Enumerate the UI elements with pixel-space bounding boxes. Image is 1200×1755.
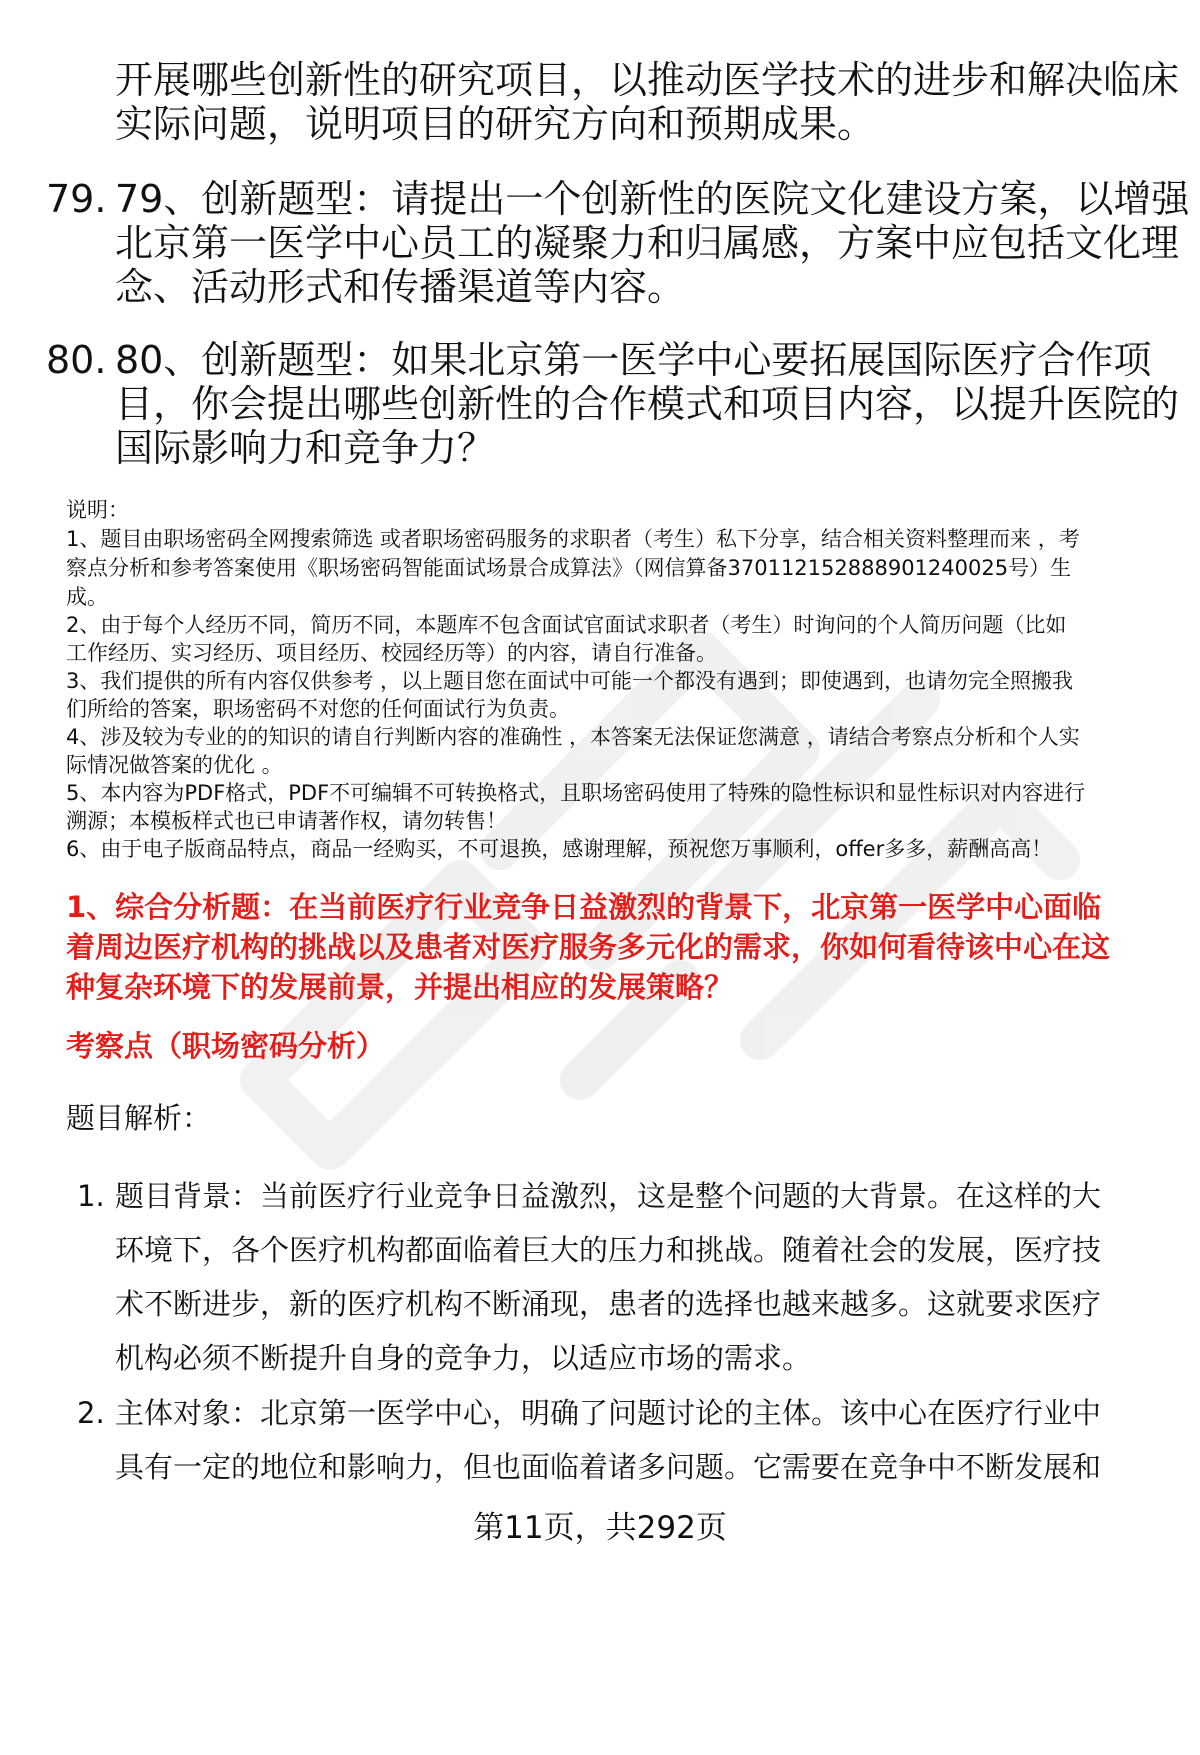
item79-line-1: 79、创新题型：请提出一个创新性的医院文化建设方案，以增强 [115,177,1190,221]
notes-line: 4、涉及较为专业的的知识的请自行判断内容的准确性 ，本答案无法保证您满意 ，请结合考察点分析和个人实 [66,725,1080,749]
notes-line: 2、由于每个人经历不同，简历不同，本题库不包含面试官面试求职者（考生）时询问的个人简历问题（比如 [66,613,1067,637]
notes-title: 说明： [66,498,129,522]
exam-point-heading: 考察点（职场密码分析） [66,1029,386,1063]
notes-line: 1、题目由职场密码全网搜索筛选 或者职场密码服务的求职者（考生）私下分享，结合相关资料整理而来 ，考 [66,527,1080,551]
analysis-point-line: 术不断进步，新的医疗机构不断涌现，患者的选择也越来越多。这就要求医疗 [115,1287,1102,1321]
item80-line-1: 80、创新题型：如果北京第一医学中心要拓展国际医疗合作项 [115,338,1152,382]
page-number: 第11页，共292页 [473,1510,727,1546]
item79-line-3: 念、活动形式和传播渠道等内容。 [115,265,686,309]
item78-line-1: 开展哪些创新性的研究项目，以推动医学技术的进步和解决临床 [115,58,1180,102]
notes-line: 5、本内容为PDF格式，PDF不可编辑不可转换格式，且职场密码使用了特殊的隐性标识和显性标识对内容进行 [66,781,1086,805]
question-line-1: 1、综合分析题：在当前医疗行业竞争日益激烈的背景下，北京第一医学中心面临 [66,890,1102,924]
item80-line-3: 国际影响力和竞争力？ [115,426,496,470]
notes-line: 们所给的答案，职场密码不对您的任何面试行为负责。 [66,697,570,721]
item80-number: 80. [46,338,107,382]
analysis-point-number: 2. [77,1396,105,1430]
analysis-point-number: 1. [77,1179,105,1213]
notes-line: 察点分析和参考答案使用《职场密码智能面试场景合成算法》（网信算备370112152888901240025号）生 [66,556,1072,580]
item79-line-2: 北京第一医学中心员工的凝聚力和归属感，方案中应包括文化理 [115,221,1180,265]
analysis-point-line: 主体对象：北京第一医学中心，明确了问题讨论的主体。该中心在医疗行业中 [115,1396,1102,1430]
analysis-point-line: 机构必须不断提升自身的竞争力，以适应市场的需求。 [115,1341,812,1375]
notes-line: 成。 [66,585,108,609]
item79-number: 79. [46,177,107,221]
analysis-title: 题目解析： [66,1101,212,1135]
item80-line-2: 目，你会提出哪些创新性的合作模式和项目内容，以提升医院的 [115,382,1180,426]
notes-line: 3、我们提供的所有内容仅供参考 ，以上题目您在面试中可能一个都没有遇到；即使遇到，也请勿完全照搬我 [66,669,1074,693]
notes-line: 际情况做答案的优化 。 [66,753,283,777]
notes-line: 工作经历、实习经历、项目经历、校园经历等）的内容，请自行准备。 [66,641,717,665]
question-line-2: 着周边医疗机构的挑战以及患者对医疗服务多元化的需求，你如何看待该中心在这 [66,930,1111,964]
question-line-3: 种复杂环境下的发展前景，并提出相应的发展策略？ [66,970,734,1004]
analysis-point-line: 具有一定的地位和影响力，但也面临着诸多问题。它需要在竞争中不断发展和 [115,1450,1102,1484]
item78-line-2: 实际问题，说明项目的研究方向和预期成果。 [115,102,876,146]
notes-line: 溯源；本模板样式也已申请著作权，请勿转售！ [66,809,507,833]
analysis-point-line: 题目背景：当前医疗行业竞争日益激烈，这是整个问题的大背景。在这样的大 [115,1179,1102,1213]
notes-line: 6、由于电子版商品特点，商品一经购买，不可退换，感谢理解，预祝您万事顺利，offer多多，薪酬高高！ [66,837,1053,861]
analysis-point-line: 环境下，各个医疗机构都面临着巨大的压力和挑战。随着社会的发展，医疗技 [115,1233,1102,1267]
